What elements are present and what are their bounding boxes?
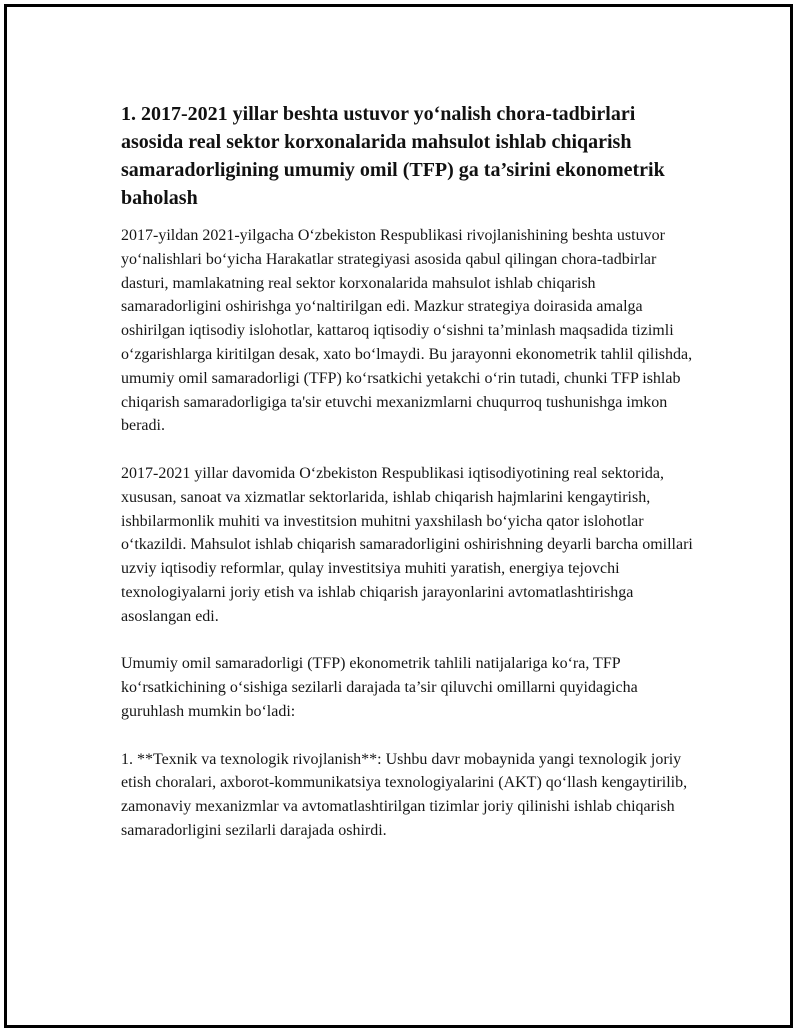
document-title: 1. 2017-2021 yillar beshta ustuvor yo‘nalish chora-tadbirlari asosida real sektor korxonalarida mahsulot ishlab chiqarish samaradorligining umumiy omil (TFP) ga ta’sirini ekonometrik baholash	[121, 103, 665, 209]
paragraph-tfp-results: Umumiy omil samaradorligi (TFP) ekonometrik tahlili natijalariga ko‘ra, TFP ko‘rsatkichining o‘sishiga sezilarli darajada ta’sir qiluvchi omillarni quyidagicha guruhlash mumkin bo‘ladi:	[121, 655, 638, 720]
document-body	[121, 100, 693, 843]
paragraph-reforms: 2017-2021 yillar davomida O‘zbekiston Respublikasi iqtisodiyotining real sektorida, xususan, sanoat va xizmatlar sektorlarida, ishlab chiqarish hajmlarini kengaytirish, ishbilarmonlik muhiti va investitsion muhitni yaxshilash bo‘yicha qator islohotlar o‘tkazildi. Mahsulot ishlab chiqarish samaradorligini oshirishning deyarli barcha omillari uzviy iqtisodiy reformlar, qulay investitsiya muhiti yaratish, energiya tejovchi texnologiyalarni joriy etish va ishlab chiqarish jarayonlarini avtomatlashtirishga asoslangan edi.	[121, 464, 693, 625]
paragraph-intro: 2017-yildan 2021-yilgacha O‘zbekiston Respublikasi rivojlanishining beshta ustuvor yo‘nalishlari bo‘yicha Harakatlar strategiyasi asosida qabul qilingan chora-tadbirlar dasturi, mamlakatning real sektor korxonalarida mahsulot ishlab chiqarish samaradorligini oshirishga yo‘naltirilgan edi. Mazkur strategiya doirasida amalga oshirilgan iqtisodiy islohotlar, kattaroq iqtisodiy o‘sishni ta’minlash maqsadida tizimli o‘zgarishlarga kiritilgan desak, xato bo‘lmaydi. Bu jarayonni ekonometrik tahlil qilishda, umumiy omil samaradorligi (TFP) ko‘rsatkichi yetakchi o‘rin tutadi, chunki TFP ishlab chiqarish samaradorligiga ta'sir etuvchi mexanizmlarni chuqurroq tushunishga imkon beradi.	[121, 227, 693, 435]
page-frame	[4, 4, 793, 1028]
paragraph-list-item-1: 1. **Texnik va texnologik rivojlanish**: Ushbu davr mobaynida yangi texnologik joriy etish choralari, axborot-kommunikatsiya texnologiyalarini (AKT) qo‘llash kengaytirilib, zamonaviy mexanizmlar va avtomatlashtirilgan tizimlar joriy qilinishi ishlab chiqarish samaradorligini sezilarli darajada oshirdi.	[121, 750, 688, 839]
